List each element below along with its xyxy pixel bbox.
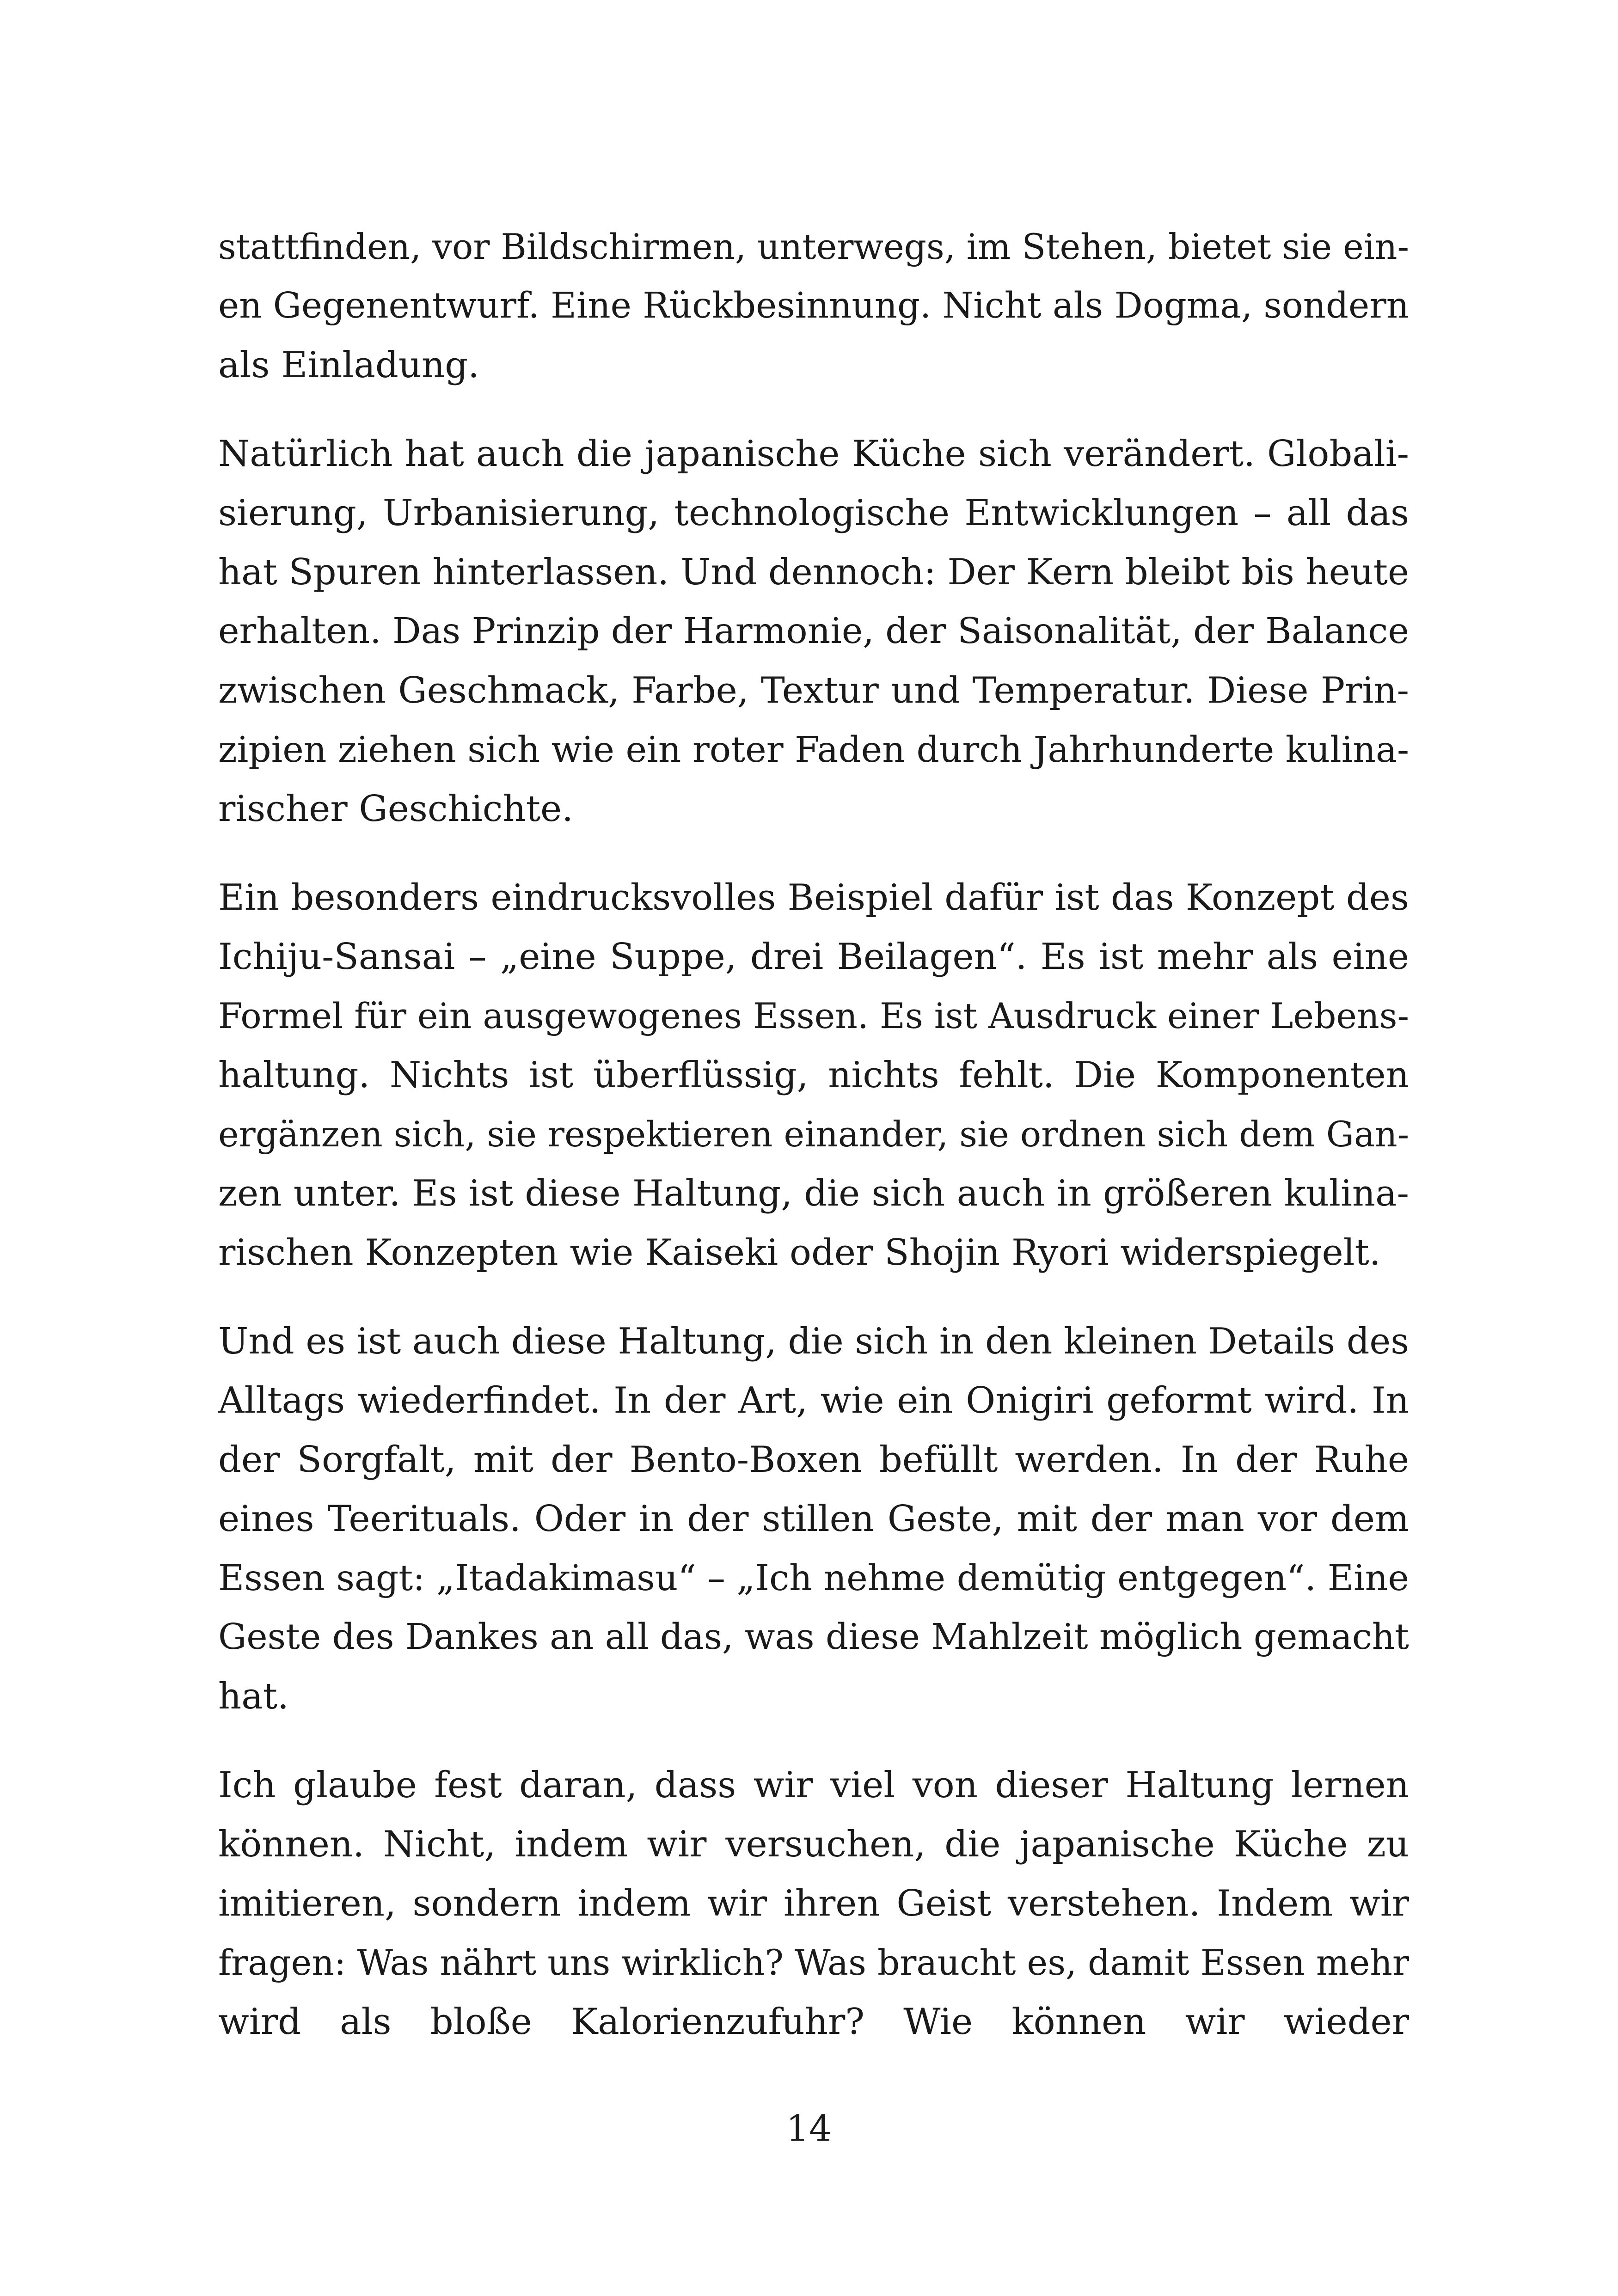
text-line: hat Spuren hinterlassen. Und dennoch: Der Kern bleibt bis heute bbox=[218, 551, 1409, 593]
paragraph bbox=[218, 217, 1409, 395]
text-line: Natürlich hat auch die japanische Küche sich verändert. Globali- bbox=[218, 433, 1409, 475]
paragraph bbox=[218, 1312, 1409, 1726]
text-line: zwischen Geschmack, Farbe, Textur und Temperatur. Diese Prin- bbox=[218, 670, 1409, 711]
text-line: zen unter. Es ist diese Haltung, die sich auch in größeren kulina- bbox=[218, 1173, 1409, 1214]
text-line: rischen Konzepten wie Kaiseki oder Shojin Ryori widerspiegelt. bbox=[218, 1232, 1381, 1274]
text-line: zipien ziehen sich wie ein roter Faden durch Jahrhunderte kulina- bbox=[218, 729, 1410, 771]
text-line: Alltags wiederfindet. In der Art, wie ein Onigiri geformt wird. In bbox=[218, 1380, 1409, 1421]
text-line: als Einladung. bbox=[218, 344, 479, 386]
text-line: stattfinden, vor Bildschirmen, unterwegs, im Stehen, bietet sie ein- bbox=[218, 227, 1409, 267]
text-line: haltung. Nichts ist überflüssig, nichts fehlt. Die Komponenten bbox=[218, 1054, 1409, 1096]
text-line: wird als bloße Kalorienzufuhr? Wie können wir wieder bbox=[218, 2001, 1409, 2043]
text-line: Geste des Dankes an all das, was diese Mahlzeit möglich gemacht bbox=[218, 1616, 1409, 1658]
paragraph bbox=[218, 424, 1409, 839]
paragraph bbox=[218, 868, 1409, 1282]
text-line: ergänzen sich, sie respektieren einander, sie ordnen sich dem Gan- bbox=[218, 1114, 1410, 1155]
text-line: Und es ist auch diese Haltung, die sich in den kleinen Details des bbox=[218, 1321, 1409, 1362]
text-line: erhalten. Das Prinzip der Harmonie, der Saisonalität, der Balance bbox=[218, 611, 1409, 652]
text-line: Ein besonders eindrucksvolles Beispiel dafür ist das Konzept des bbox=[218, 877, 1409, 918]
text-line: en Gegenentwurf. Eine Rückbesinnung. Nicht als Dogma, sondern bbox=[218, 285, 1409, 326]
text-line: können. Nicht, indem wir versuchen, die japanische Küche zu bbox=[218, 1824, 1409, 1865]
text-line: fragen: Was nährt uns wirklich? Was braucht es, damit Essen mehr bbox=[218, 1942, 1409, 1983]
text-line: sierung, Urbanisierung, technologische Entwicklungen – all das bbox=[218, 492, 1409, 534]
text-line: Ich glaube fest daran, dass wir viel von dieser Haltung lernen bbox=[218, 1764, 1409, 1806]
text-line: eines Teerituals. Oder in der stillen Geste, mit der man vor dem bbox=[218, 1498, 1409, 1540]
text-line: rischer Geschichte. bbox=[218, 788, 574, 830]
text-line: Formel für ein ausgewogenes Essen. Es ist Ausdruck einer Lebens- bbox=[218, 996, 1409, 1036]
text-line: imitieren, sondern indem wir ihren Geist verstehen. Indem wir bbox=[218, 1883, 1409, 1924]
text-line: Ichiju-Sansai – „eine Suppe, drei Beilagen“. Es ist mehr als eine bbox=[218, 936, 1409, 978]
page-number: 14 bbox=[786, 2108, 832, 2149]
body-text bbox=[218, 217, 1409, 2051]
text-line: Essen sagt: „Itadakimasu“ – „Ich nehme demütig entgegen“. Eine bbox=[218, 1557, 1409, 1599]
text-line: der Sorgfalt, mit der Bento-Boxen befüllt werden. In der Ruhe bbox=[218, 1439, 1409, 1481]
text-line: hat. bbox=[218, 1676, 289, 1717]
paragraph bbox=[218, 1756, 1409, 2051]
